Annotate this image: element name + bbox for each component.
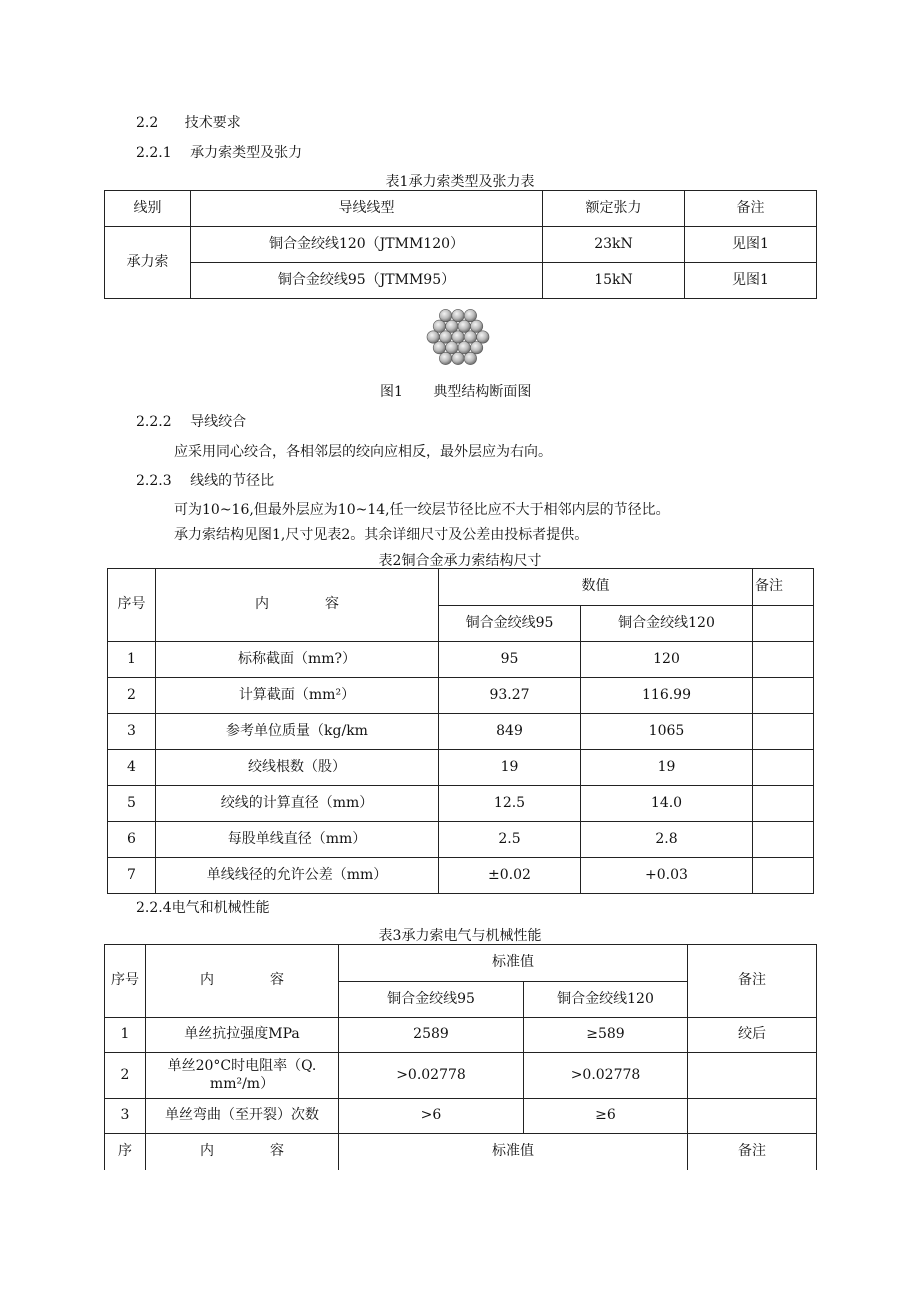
table3-cont-value: 标准值 <box>339 1134 688 1170</box>
table3-cell-col2: ≥6 <box>524 1099 688 1134</box>
table3-cell-seq: 1 <box>105 1018 146 1053</box>
table3-cell-col2: ≥589 <box>524 1018 688 1053</box>
section-number: 2.2 <box>136 115 159 131</box>
table3-header-content: 内 容 <box>146 945 339 1018</box>
table2-cell-note <box>753 786 814 822</box>
section-heading-2-2-2 <box>136 411 246 431</box>
table-row <box>108 750 814 786</box>
table2-cell-item: 参考单位质量（kg/km <box>156 714 439 750</box>
section-heading-2-2 <box>136 112 241 132</box>
table3-cell-note <box>688 1053 817 1099</box>
table-row <box>105 1099 817 1134</box>
table2-cell-col2: +0.03 <box>581 858 753 894</box>
table-row <box>108 786 814 822</box>
table3-continuation-header-row <box>105 1134 817 1170</box>
table3-cell-col1: >0.02778 <box>339 1053 524 1099</box>
table3-header-value: 标准值 <box>339 945 688 982</box>
table2-cell-col1: 93.27 <box>439 678 581 714</box>
table-row <box>105 1018 817 1053</box>
table2-cell-col2: 19 <box>581 750 753 786</box>
section-title: 导线绞合 <box>190 414 247 430</box>
table1-header-note: 备注 <box>685 191 817 227</box>
table2-cell-item: 绞线的计算直径（mm） <box>156 786 439 822</box>
table3-item-line2: mm²/m） <box>209 1075 275 1092</box>
table-row <box>108 858 814 894</box>
figure-title: 典型结构断面图 <box>433 384 532 400</box>
table2-cell-col2: 1065 <box>581 714 753 750</box>
table2-cell-item: 绞线根数（股） <box>156 750 439 786</box>
table3-header-col1: 铜合金绞线95 <box>339 982 524 1018</box>
table2-cell-col2: 2.8 <box>581 822 753 858</box>
paragraph-stranding: 应采用同心绞合，各相邻层的绞向应相反，最外层应为右向。 <box>174 444 552 460</box>
section-number: 2.2.2 <box>136 414 172 430</box>
table-row <box>105 227 817 263</box>
table3-cont-note: 备注 <box>688 1134 817 1170</box>
table3-item-line1: 单丝20°C时电阻率（Q. <box>167 1058 317 1074</box>
table2-cell-seq: 4 <box>108 750 156 786</box>
table3-cell-col2: >0.02778 <box>524 1053 688 1099</box>
table3-cell-item <box>146 1053 339 1099</box>
table3-cont-content: 内 容 <box>146 1134 339 1170</box>
table3-cell-note: 绞后 <box>688 1018 817 1053</box>
table1-cell-note: 见图1 <box>685 263 817 299</box>
section-heading-2-2-3 <box>136 470 274 490</box>
table2-cell-col1: 95 <box>439 642 581 678</box>
table3-cont-seq: 序 <box>105 1134 146 1170</box>
table2-cell-col1: 2.5 <box>439 822 581 858</box>
table2-cell-col1: 849 <box>439 714 581 750</box>
table3-header-row <box>105 945 817 982</box>
section-heading-2-2-4: 2.2.4电气和机械性能 <box>136 900 270 916</box>
section-number: 2.2.1 <box>136 145 172 161</box>
table2-header-col2: 铜合金绞线120 <box>581 606 753 642</box>
table2-cell-col1: ±0.02 <box>439 858 581 894</box>
table2-cell-col2: 120 <box>581 642 753 678</box>
table2-cell-item: 每股单线直径（mm） <box>156 822 439 858</box>
table2-header-seq: 序号 <box>108 569 156 642</box>
table3-caption: 表3承力索电气与机械性能 <box>378 928 542 944</box>
table2-header-value: 数值 <box>439 569 753 606</box>
table2-header-row <box>108 569 814 606</box>
table-row <box>108 678 814 714</box>
strand-cross-section-figure <box>420 306 496 368</box>
table3-cell-item: 单丝抗拉强度MPa <box>146 1018 339 1053</box>
figure1-caption <box>380 381 531 401</box>
table2-cell-col1: 19 <box>439 750 581 786</box>
table2 <box>107 568 814 894</box>
table2-cell-note <box>753 750 814 786</box>
table3-header-note: 备注 <box>688 945 817 1018</box>
table-row <box>105 263 817 299</box>
table1-header-line: 线别 <box>105 191 191 227</box>
table1-caption: 表1承力索类型及张力表 <box>385 174 535 190</box>
table-row <box>108 714 814 750</box>
table2-cell-item: 标称截面（mm?） <box>156 642 439 678</box>
paragraph-lay-ratio: 可为10~16,但最外层应为10~14,任一绞层节径比应不大于相邻内层的节径比。 <box>174 502 670 518</box>
table3-header-col2: 铜合金绞线120 <box>524 982 688 1018</box>
table1-cell-type: 铜合金绞线95（JTMM95） <box>191 263 543 299</box>
table1-cell-tension: 15kN <box>543 263 685 299</box>
table2-cell-seq: 2 <box>108 678 156 714</box>
table3-cell-col1: >6 <box>339 1099 524 1134</box>
table1-group-cell: 承力索 <box>105 227 191 299</box>
section-title: 技术要求 <box>184 115 241 131</box>
table1-header-tension: 额定张力 <box>543 191 685 227</box>
section-title: 线线的节径比 <box>190 473 275 489</box>
table2-header-note-empty <box>753 606 814 642</box>
table2-header-content: 内 容 <box>156 569 439 642</box>
table2-cell-seq: 6 <box>108 822 156 858</box>
table2-cell-note <box>753 678 814 714</box>
table2-header-note: 备注 <box>753 569 814 606</box>
figure-number: 图1 <box>380 384 403 400</box>
table3 <box>104 944 817 1170</box>
paragraph-structure: 承力索结构见图1,尺寸见表2。其余详细尺寸及公差由投标者提供。 <box>174 527 589 543</box>
table2-header-col1: 铜合金绞线95 <box>439 606 581 642</box>
table2-cell-col2: 14.0 <box>581 786 753 822</box>
section-number: 2.2.3 <box>136 473 172 489</box>
table3-cell-col1: 2589 <box>339 1018 524 1053</box>
table2-cell-seq: 3 <box>108 714 156 750</box>
table2-cell-note <box>753 642 814 678</box>
table1 <box>104 190 817 299</box>
table-row <box>108 642 814 678</box>
table2-cell-note <box>753 858 814 894</box>
table2-cell-seq: 7 <box>108 858 156 894</box>
table3-header-seq: 序号 <box>105 945 146 1018</box>
table2-caption: 表2铜合金承力索结构尺寸 <box>378 553 542 569</box>
table2-cell-col1: 12.5 <box>439 786 581 822</box>
table2-cell-seq: 1 <box>108 642 156 678</box>
section-heading-2-2-1 <box>136 142 302 162</box>
section-title: 承力索类型及张力 <box>190 145 303 161</box>
table-row <box>105 1053 817 1099</box>
table2-cell-seq: 5 <box>108 786 156 822</box>
table2-cell-item: 单线线径的允许公差（mm） <box>156 858 439 894</box>
table2-cell-note <box>753 714 814 750</box>
table1-cell-type: 铜合金绞线120（JTMM120） <box>191 227 543 263</box>
table3-cell-note <box>688 1099 817 1134</box>
table3-cell-seq: 2 <box>105 1053 146 1099</box>
table2-cell-col2: 116.99 <box>581 678 753 714</box>
table-row <box>108 822 814 858</box>
table1-cell-tension: 23kN <box>543 227 685 263</box>
table1-header-row <box>105 191 817 227</box>
table1-cell-note: 见图1 <box>685 227 817 263</box>
table2-cell-item: 计算截面（mm²） <box>156 678 439 714</box>
table3-cell-item: 单丝弯曲（至开裂）次数 <box>146 1099 339 1134</box>
table2-cell-note <box>753 822 814 858</box>
table1-header-type: 导线线型 <box>191 191 543 227</box>
table3-cell-seq: 3 <box>105 1099 146 1134</box>
